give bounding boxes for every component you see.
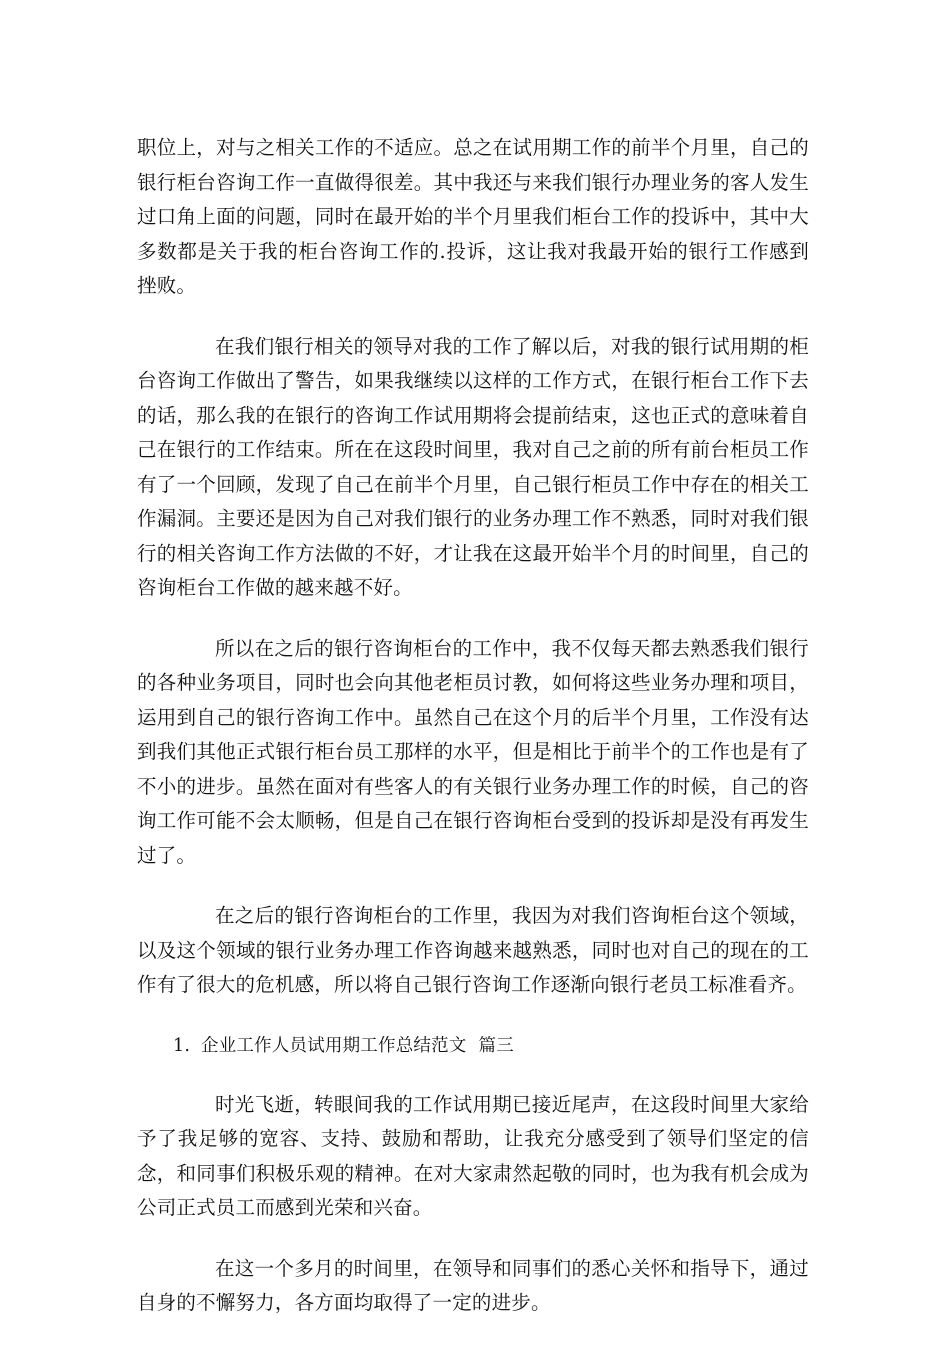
- paragraph-6: 在这一个多月的时间里，在领导和同事们的悉心关怀和指导下，通过自身的不懈努力，各方面均取得了一定的进步。: [137, 1256, 809, 1314]
- paragraph-4: 在之后的银行咨询柜台的工作里，我因为对我们咨询柜台这个领域，以及这个领域的银行业务办理工作咨询越来越熟悉，同时也对自己的现在的工作有了很大的危机感，所以将自己银行咨询工作逐渐向银行老员工标准看齐。: [137, 904, 809, 996]
- paragraph-1: 职位上，对与之相关工作的不适应。总之在试用期工作的前半个月里，自己的银行柜台咨询工作一直做得很差。其中我还与来我们银行办理业务的客人发生过口角上面的问题，同时在最开始的半个月里我们柜台工作的投诉中，其中大多数都是关于我的柜台咨询工作的.投诉，这让我对我最开始的银行工作感到挫败。: [137, 136, 809, 297]
- heading-suffix: 篇三: [478, 1035, 514, 1056]
- section-heading: [137, 1029, 809, 1063]
- paragraph-5: 时光飞逝，转眼间我的工作试用期已接近尾声，在这段时间里大家给予了我足够的宽容、支持、鼓励和帮助，让我充分感受到了领导们坚定的信念，和同事们积极乐观的精神。在对大家肃然起敬的同时，也为我有机会成为公司正式员工而感到光荣和兴奋。: [137, 1092, 809, 1219]
- heading-title: 企业工作人员试用期工作总结范文: [201, 1035, 467, 1056]
- paragraph-2: 在我们银行相关的领导对我的工作了解以后，对我的银行试用期的柜台咨询工作做出了警告，如果我继续以这样的工作方式，在银行柜台工作下去的话，那么我的在银行的咨询工作试用期将会提前结束，这也正式的意味着自己在银行的工作结束。所在在这段时间里，我对自己之前的所有前台柜员工作有了一个回顾，发现了自己在前半个月里，自己银行柜员工作中存在的相关工作漏洞。主要还是因为自己对我们银行的业务办理工作不熟悉，同时对我们银行的相关咨询工作方法做的不好，才让我在这最开始半个月的时间里，自己的咨询柜台工作做的越来越不好。: [137, 334, 809, 599]
- document-body: [137, 131, 809, 1347]
- paragraph-3: 所以在之后的银行咨询柜台的工作中，我不仅每天都去熟悉我们银行的各种业务项目，同时也会向其他老柜员讨教，如何将这些业务办理和项目，运用到自己的银行咨询工作中。虽然自己在这个月的后半个月里，工作没有达到我们其他正式银行柜台员工那样的水平，但是相比于前半个的工作也是有了不小的进步。虽然在面对有些客人的有关银行业务办理工作的时候，自己的咨询工作可能不会太顺畅，但是自己在银行咨询柜台受到的投诉却是没有再发生过了。: [137, 636, 809, 867]
- heading-number: 1.: [173, 1035, 191, 1056]
